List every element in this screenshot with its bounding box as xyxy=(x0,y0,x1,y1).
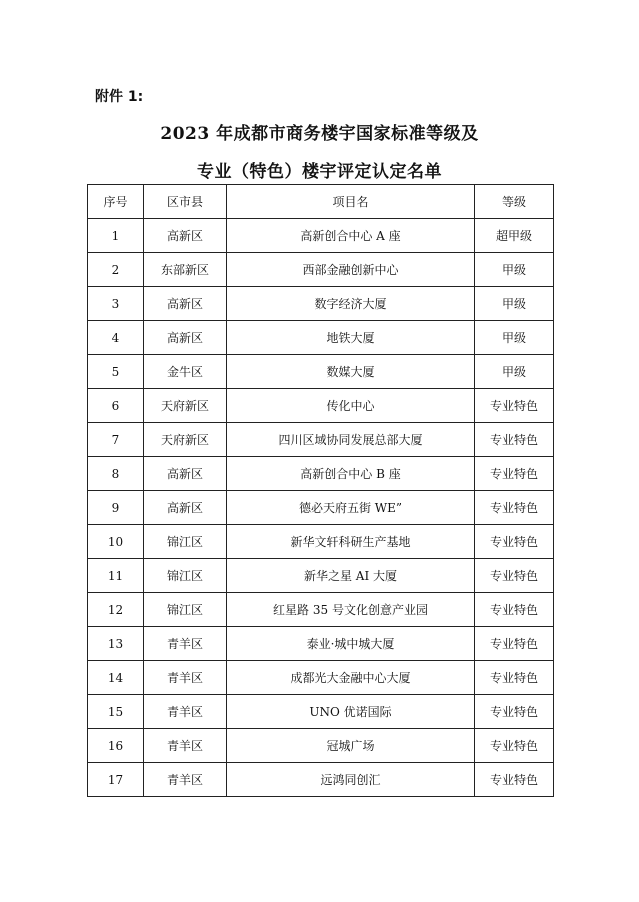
table-row xyxy=(88,661,554,695)
cell-district: 高新区 xyxy=(144,321,227,355)
cell-index: 11 xyxy=(88,559,144,593)
cell-index: 16 xyxy=(88,729,144,763)
table-row xyxy=(88,559,554,593)
cell-index: 13 xyxy=(88,627,144,661)
document-title-line-1: 2023 年成都市商务楼宇国家标准等级及 xyxy=(160,124,479,144)
table-row xyxy=(88,321,554,355)
cell-grade: 专业特色 xyxy=(475,661,554,695)
cell-index: 5 xyxy=(88,355,144,389)
cell-grade: 甲级 xyxy=(475,253,554,287)
cell-district: 高新区 xyxy=(144,457,227,491)
cell-project: 传化中心 xyxy=(227,389,475,423)
cell-district: 高新区 xyxy=(144,491,227,525)
cell-district: 青羊区 xyxy=(144,763,227,797)
document-title-line-2: 专业（特色）楼宇评定认定名单 xyxy=(197,162,442,182)
table-row xyxy=(88,627,554,661)
table-row xyxy=(88,763,554,797)
cell-grade: 甲级 xyxy=(475,355,554,389)
cell-grade: 专业特色 xyxy=(475,593,554,627)
table-row xyxy=(88,525,554,559)
table-row xyxy=(88,253,554,287)
cell-index: 17 xyxy=(88,763,144,797)
table-row xyxy=(88,729,554,763)
header-grade: 等级 xyxy=(475,185,554,219)
cell-project: 高新创合中心 A 座 xyxy=(227,219,475,253)
cell-index: 8 xyxy=(88,457,144,491)
cell-grade: 专业特色 xyxy=(475,389,554,423)
table-header-row xyxy=(88,185,554,219)
cell-district: 天府新区 xyxy=(144,423,227,457)
cell-grade: 甲级 xyxy=(475,287,554,321)
cell-index: 10 xyxy=(88,525,144,559)
cell-grade: 专业特色 xyxy=(475,559,554,593)
cell-index: 7 xyxy=(88,423,144,457)
cell-grade: 专业特色 xyxy=(475,423,554,457)
cell-index: 14 xyxy=(88,661,144,695)
cell-project: 数字经济大厦 xyxy=(227,287,475,321)
cell-district: 东部新区 xyxy=(144,253,227,287)
cell-grade: 专业特色 xyxy=(475,525,554,559)
table-row xyxy=(88,491,554,525)
cell-project: 新华之星 AI 大厦 xyxy=(227,559,475,593)
cell-grade: 专业特色 xyxy=(475,491,554,525)
cell-grade: 专业特色 xyxy=(475,729,554,763)
cell-district: 锦江区 xyxy=(144,525,227,559)
cell-district: 锦江区 xyxy=(144,593,227,627)
attachment-label: 附件 1: xyxy=(95,89,144,105)
cell-grade: 甲级 xyxy=(475,321,554,355)
cell-index: 3 xyxy=(88,287,144,321)
cell-district: 高新区 xyxy=(144,287,227,321)
table-row xyxy=(88,593,554,627)
cell-index: 15 xyxy=(88,695,144,729)
table-row xyxy=(88,219,554,253)
cell-index: 2 xyxy=(88,253,144,287)
header-district: 区市县 xyxy=(144,185,227,219)
table-row xyxy=(88,287,554,321)
table-row xyxy=(88,389,554,423)
table-row xyxy=(88,423,554,457)
cell-grade: 专业特色 xyxy=(475,627,554,661)
cell-district: 高新区 xyxy=(144,219,227,253)
cell-district: 青羊区 xyxy=(144,627,227,661)
cell-project: 高新创合中心 B 座 xyxy=(227,457,475,491)
cell-index: 12 xyxy=(88,593,144,627)
cell-index: 4 xyxy=(88,321,144,355)
cell-project: 成都光大金融中心大厦 xyxy=(227,661,475,695)
cell-grade: 专业特色 xyxy=(475,695,554,729)
cell-project: 冠城广场 xyxy=(227,729,475,763)
cell-district: 青羊区 xyxy=(144,729,227,763)
header-index: 序号 xyxy=(88,185,144,219)
table-row xyxy=(88,355,554,389)
cell-district: 青羊区 xyxy=(144,695,227,729)
cell-grade: 超甲级 xyxy=(475,219,554,253)
cell-district: 青羊区 xyxy=(144,661,227,695)
cell-project: 西部金融创新中心 xyxy=(227,253,475,287)
cell-grade: 专业特色 xyxy=(475,763,554,797)
cell-index: 9 xyxy=(88,491,144,525)
cell-index: 1 xyxy=(88,219,144,253)
cell-project: 地铁大厦 xyxy=(227,321,475,355)
cell-grade: 专业特色 xyxy=(475,457,554,491)
building-list-table xyxy=(87,184,554,797)
cell-district: 锦江区 xyxy=(144,559,227,593)
cell-district: 天府新区 xyxy=(144,389,227,423)
cell-project: 泰业·城中城大厦 xyxy=(227,627,475,661)
cell-project: 红星路 35 号文化创意产业园 xyxy=(227,593,475,627)
cell-project: 四川区域协同发展总部大厦 xyxy=(227,423,475,457)
cell-project: 新华文轩科研生产基地 xyxy=(227,525,475,559)
cell-district: 金牛区 xyxy=(144,355,227,389)
cell-project: UNO 优诺国际 xyxy=(227,695,475,729)
table-row xyxy=(88,695,554,729)
cell-project: 数媒大厦 xyxy=(227,355,475,389)
table-row xyxy=(88,457,554,491)
cell-project: 德必天府五街 WE” xyxy=(227,491,475,525)
cell-project: 远鸿同创汇 xyxy=(227,763,475,797)
header-project: 项目名 xyxy=(227,185,475,219)
cell-index: 6 xyxy=(88,389,144,423)
